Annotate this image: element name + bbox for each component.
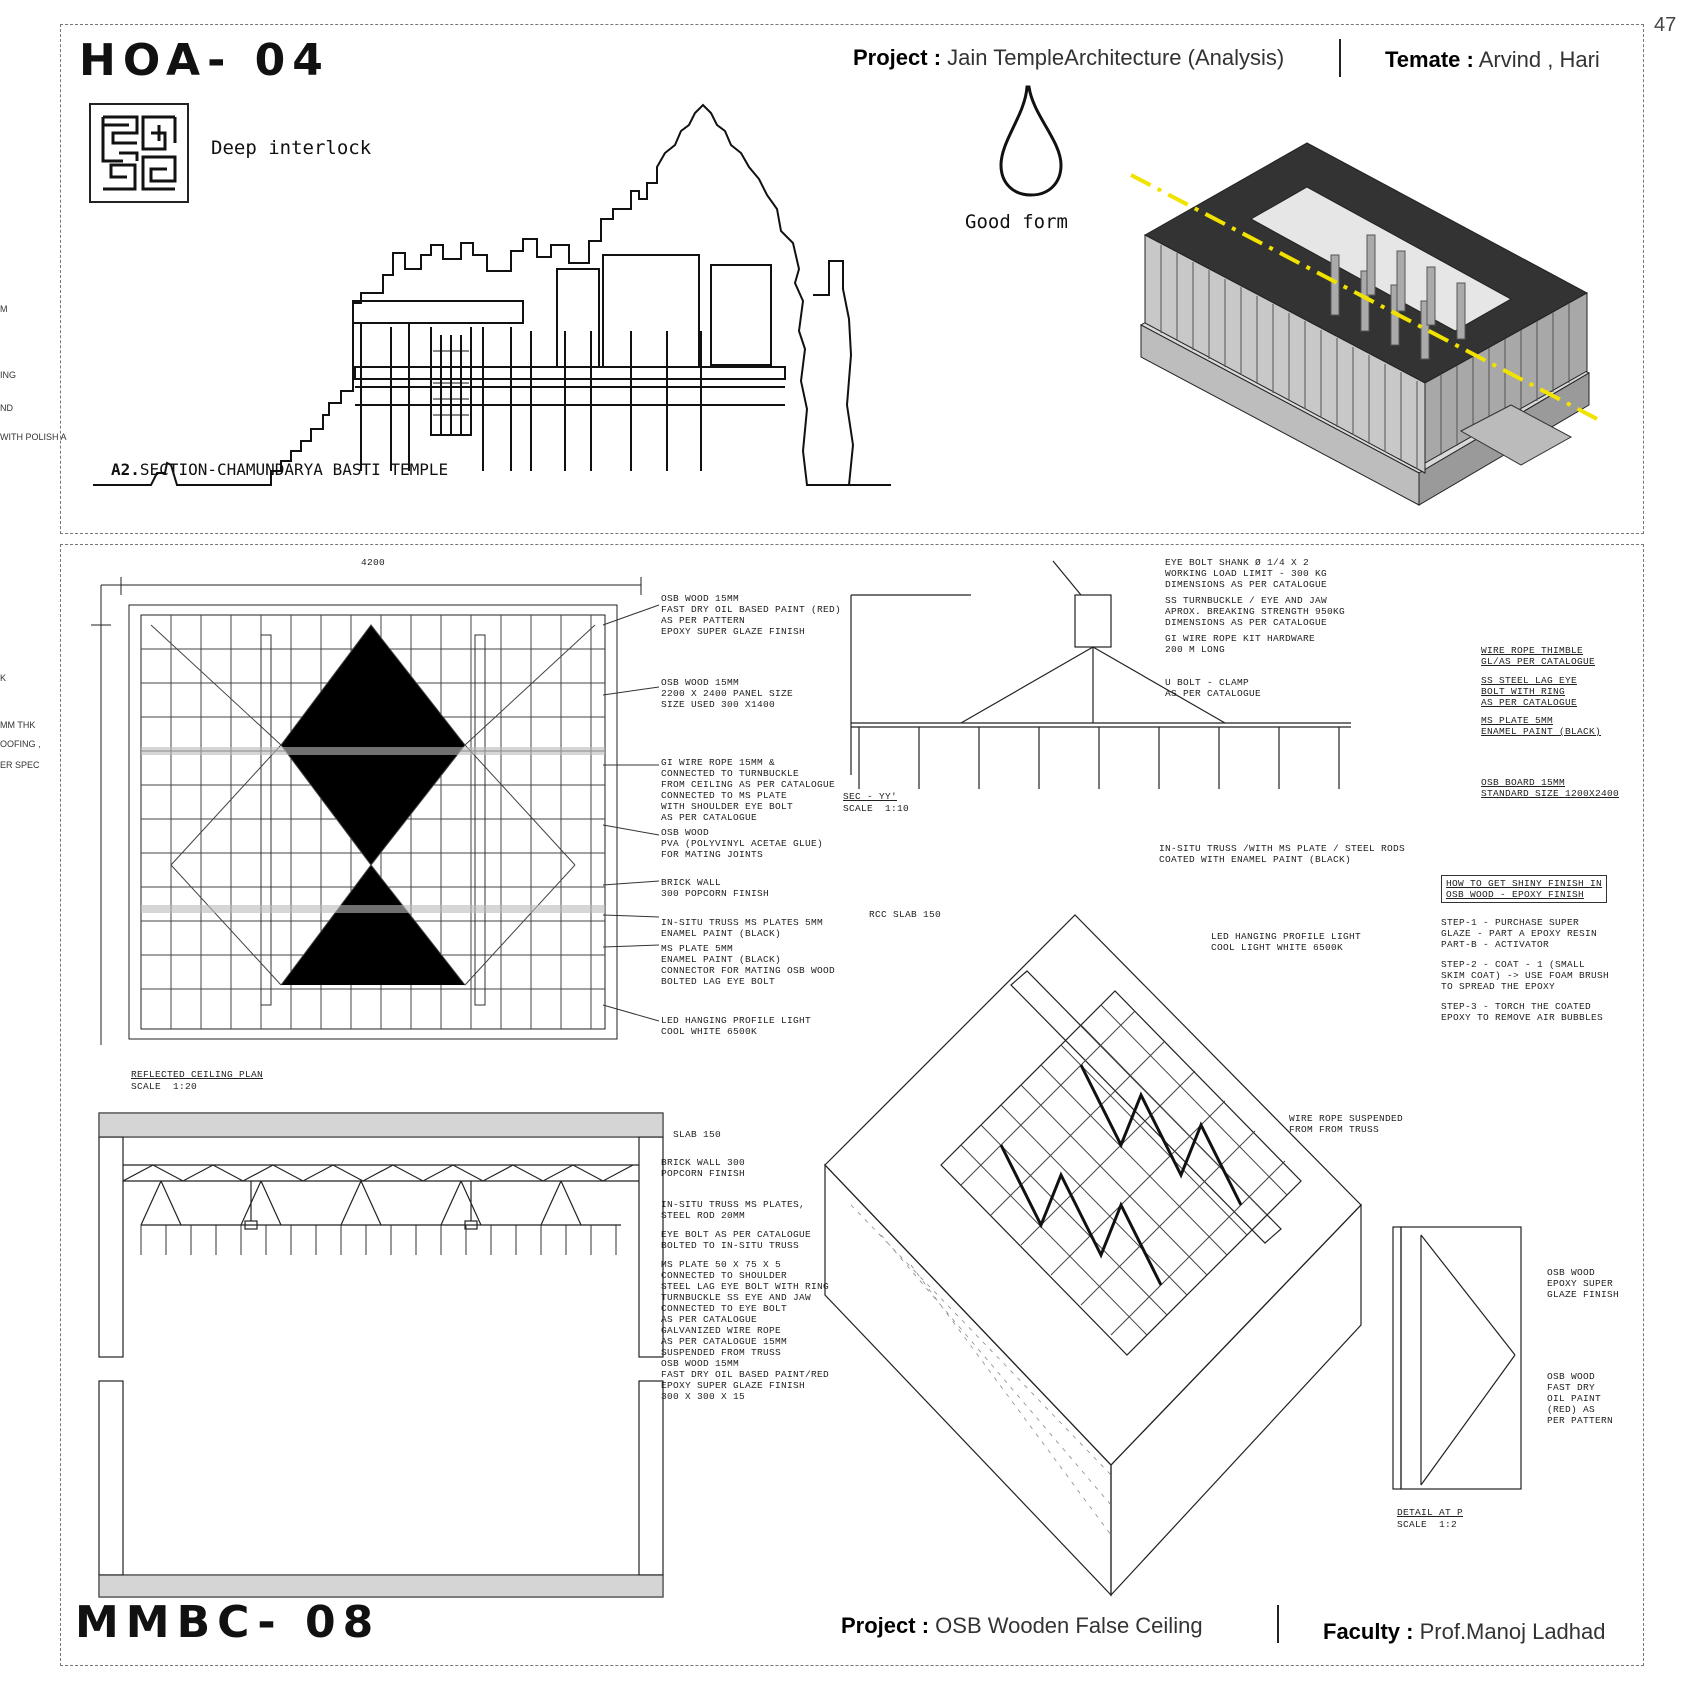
iso-note: LED HANGING PROFILE LIGHT COOL LIGHT WHITE 6500K xyxy=(1211,931,1362,953)
team-value: Arvind , Hari xyxy=(1478,47,1600,72)
drop-icon xyxy=(991,85,1071,205)
plan-note: IN-SITU TRUSS MS PLATES 5MM ENAMEL PAINT (BLACK) xyxy=(661,917,824,939)
detail-p-drawing xyxy=(1391,1225,1531,1495)
project-info xyxy=(853,45,1284,71)
plan-note: OSB WOOD 15MM 2200 X 2400 PANEL SIZE SIZE USED 300 X1400 xyxy=(661,677,794,710)
sec-yy-caption: SEC - YY' xyxy=(843,791,898,802)
top-panel xyxy=(60,24,1644,534)
secyy-note: U BOLT - CLAMP AS PER CATALOGUE xyxy=(1165,677,1262,699)
epoxy-step: STEP-3 - TORCH THE COATED EPOXY TO REMOVE AIR BUBBLES xyxy=(1441,1001,1604,1023)
ceiling-isometric-drawing xyxy=(821,905,1441,1605)
faculty-info xyxy=(1323,1619,1606,1645)
sec-yy-drawing xyxy=(841,555,1361,795)
iso-note: IN-SITU TRUSS /WITH MS PLATE / STEEL RODS COATED WITH ENAMEL PAINT (BLACK) xyxy=(1159,843,1406,865)
plan-dimension: 4200 xyxy=(361,557,386,568)
page-number: 47 xyxy=(1654,14,1677,36)
detail-caption: DETAIL AT P xyxy=(1397,1507,1464,1518)
detail-note: OSB WOOD FAST DRY OIL PAINT (RED) AS PER PATTERN xyxy=(1547,1371,1614,1426)
detail-scale: SCALE 1:2 xyxy=(1397,1519,1458,1530)
section-note: IN-SITU TRUSS MS PLATES, STEEL ROD 20MM xyxy=(661,1199,806,1221)
plan-caption: REFLECTED CEILING PLAN xyxy=(131,1069,264,1080)
project-value: OSB Wooden False Ceiling xyxy=(935,1613,1203,1638)
edge-fragment: K xyxy=(0,673,7,683)
plan-note: LED HANGING PROFILE LIGHT COOL WHITE 6500K xyxy=(661,1015,812,1037)
plan-note: MS PLATE 5MM ENAMEL PAINT (BLACK) CONNECTOR FOR MATING OSB WOOD BOLTED LAG EYE BOLT xyxy=(661,943,836,987)
secyy-note: SS STEEL LAG EYE BOLT WITH RING AS PER CATALOGUE xyxy=(1481,675,1578,708)
temple-isometric-model xyxy=(1131,135,1671,515)
iso-note: WIRE ROPE SUSPENDED FROM FROM TRUSS xyxy=(1289,1113,1404,1135)
faculty-value: Prof.Manoj Ladhad xyxy=(1419,1619,1606,1644)
epoxy-box-title: HOW TO GET SHINY FINISH IN OSB WOOD - EPOXY FINISH xyxy=(1441,875,1607,903)
secyy-note: OSB BOARD 15MM STANDARD SIZE 1200X2400 xyxy=(1481,777,1620,799)
bottom-panel xyxy=(60,544,1644,1666)
plan-leader-lines xyxy=(601,585,671,1045)
goodform-caption: Good form xyxy=(965,211,1068,233)
section-note: MS PLATE 50 X 75 X 5 CONNECTED TO SHOULDER STEEL LAG EYE BOLT WITH RING TURNBUCKLE SS EYE AND JAW CONNECTED TO EYE BOLT AS PER CATALOGUE GALVANIZED WIRE ROPE AS PER CATALOGUE 15MM SUSPENDED FROM TRUSS OSB WOOD 15MM FAST DRY OIL BASED PAINT/RED EPOXY SUPER GLAZE FINISH 300 X 300 X 15 xyxy=(661,1259,830,1402)
sec-yy-scale: SCALE 1:10 xyxy=(843,803,910,814)
faculty-label: Faculty : xyxy=(1323,1619,1414,1644)
epoxy-step: STEP-2 - COAT - 1 (SMALL SKIM COAT) -> USE FOAM BRUSH TO SPREAD THE EPOXY xyxy=(1441,959,1610,992)
section-note: EYE BOLT AS PER CATALOGUE BOLTED TO IN-SITU TRUSS xyxy=(661,1229,812,1251)
section-prefix: A2. xyxy=(111,460,140,479)
panel-code: HOA- 04 xyxy=(79,35,330,86)
edge-fragment: ING xyxy=(0,370,17,380)
edge-fragment: ER SPEC xyxy=(0,760,40,770)
ceiling-section-drawing xyxy=(81,1105,701,1605)
plan-note: GI WIRE ROPE 15MM & CONNECTED TO TURNBUCKLE FROM CEILING AS PER CATALOGUE CONNECTED TO MS PLATE WITH SHOULDER EYE BOLT AS PER CATALOGUE xyxy=(661,757,836,823)
team-label: Temate : xyxy=(1385,47,1474,72)
interlock-caption: Deep interlock xyxy=(211,137,372,159)
edge-fragment: ND xyxy=(0,403,13,413)
section-title: SECTION-CHAMUNDARYA BASTI TEMPLE xyxy=(139,460,449,479)
plan-scale: SCALE 1:20 xyxy=(131,1081,198,1092)
secyy-note: WIRE ROPE THIMBLE GL/AS PER CATALOGUE xyxy=(1481,645,1596,667)
secyy-note: SS TURNBUCKLE / EYE AND JAW APROX. BREAKING STRENGTH 950KG DIMENSIONS AS PER CATALOGUE xyxy=(1165,595,1346,628)
divider xyxy=(1277,1605,1279,1643)
section-note: SLAB 150 xyxy=(673,1129,722,1140)
divider xyxy=(1339,39,1341,77)
project-label: Project : xyxy=(853,45,942,70)
project-value: Jain TempleArchitecture (Analysis) xyxy=(947,45,1285,70)
section-caption xyxy=(111,460,448,479)
plan-note: BRICK WALL 300 POPCORN FINISH xyxy=(661,877,770,899)
project-label: Project : xyxy=(841,1613,930,1638)
edge-fragment: M xyxy=(0,304,8,314)
team-info xyxy=(1385,47,1600,73)
secyy-note: GI WIRE ROPE KIT HARDWARE 200 M LONG xyxy=(1165,633,1316,655)
plan-note: OSB WOOD PVA (POLYVINYL ACETAE GLUE) FOR MATING JOINTS xyxy=(661,827,824,860)
secyy-note: MS PLATE 5MM ENAMEL PAINT (BLACK) xyxy=(1481,715,1602,737)
secyy-note: EYE BOLT SHANK Ø 1/4 X 2 WORKING LOAD LIMIT - 300 KG DIMENSIONS AS PER CATALOGUE xyxy=(1165,557,1328,590)
edge-fragment: OOFING , xyxy=(0,739,41,749)
panel-code: MMBC- 08 xyxy=(75,1597,381,1648)
slab-label: RCC SLAB 150 xyxy=(869,909,942,920)
project-info xyxy=(841,1613,1203,1639)
plan-note: OSB WOOD 15MM FAST DRY OIL BASED PAINT (RED) AS PER PATTERN EPOXY SUPER GLAZE FINISH xyxy=(661,593,842,637)
epoxy-step: STEP-1 - PURCHASE SUPER GLAZE - PART A EPOXY RESIN PART-B - ACTIVATOR xyxy=(1441,917,1598,950)
edge-fragment: WITH POLISH A xyxy=(0,432,67,442)
temple-section-drawing xyxy=(91,105,991,495)
detail-note: OSB WOOD EPOXY SUPER GLAZE FINISH xyxy=(1547,1267,1620,1300)
section-note: BRICK WALL 300 POPCORN FINISH xyxy=(661,1157,746,1179)
edge-fragment: MM THK xyxy=(0,720,36,730)
